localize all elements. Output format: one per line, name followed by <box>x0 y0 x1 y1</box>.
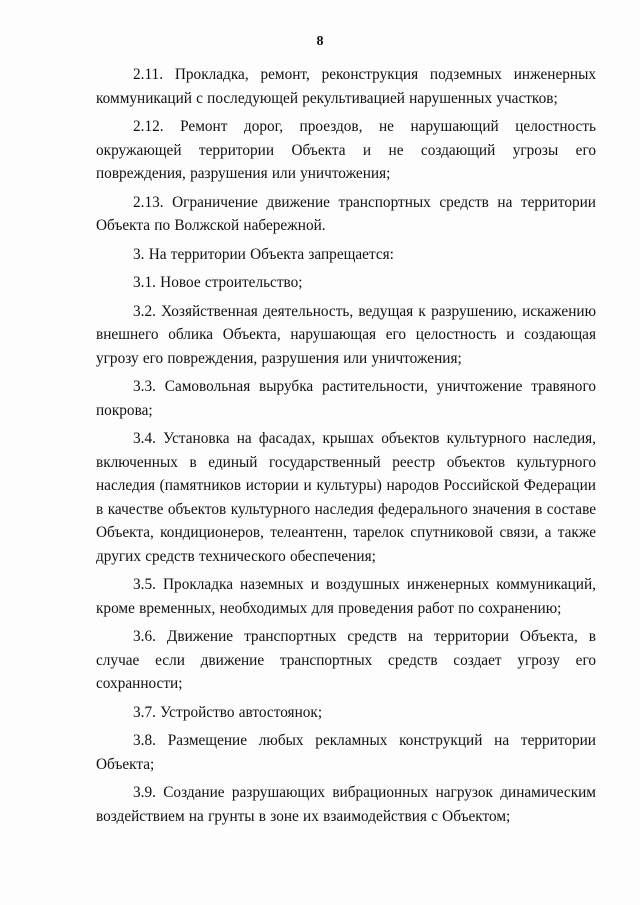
paragraph-3-2: 3.2. Хозяйственная деятельность, ведущая к разрушению, искажению внешнего облика Объекта, нарушающая его целостность и создающая угрозу его повреждения, разрушения или уничтожения; <box>96 302 596 367</box>
paragraph-2-12: 2.12. Ремонт дорог, проездов, не нарушающий целостность окружающей территории Объекта и не создающий угрозы его повреждения, разрушения или уничтожения; <box>96 118 596 182</box>
paragraph-3-7: 3.7. Устройство автостоянок; <box>133 703 323 721</box>
page-number: 8 <box>316 34 324 49</box>
paragraph-3-5: 3.5. Прокладка наземных и воздушных инженерных коммуникаций, кроме временных, необходимых для проведения работ по сохранению; <box>96 576 596 617</box>
paragraph-3-1: 3.1. Новое строительство; <box>133 274 303 291</box>
paragraph-2-11: 2.11. Прокладка, ремонт, реконструкция подземных инженерных коммуникаций с последующей рекультивацией нарушенных участков; <box>96 66 596 107</box>
paragraph-3-6: 3.6. Движение транспортных средств на территории Объекта, в случае если движение транспортных средств создает угрозу его сохранности; <box>96 628 596 692</box>
paragraph-3-4: 3.4. Установка на фасадах, крышах объектов культурного наследия, включенных в единый государственный реестр объектов культурного наследия (памятников истории и культуры) народов Российской Федерации в качестве объектов культурного наследия федерального значения в составе Объекта, кондиционеров, телеантенн, тарелок спутниковой связи, а также других средств технического обеспечения; <box>96 430 596 565</box>
paragraph-2-13: 2.13. Ограничение движение транспортных средств на территории Объекта по Волжской набережной. <box>96 193 596 234</box>
paragraph-3-9: 3.9. Создание разрушающих вибрационных нагрузок динамическим воздействием на грунты в зоне их взаимодействия с Объектом; <box>96 784 596 825</box>
paragraph-3-3: 3.3. Самовольная вырубка растительности, уничтожение травяного покрова; <box>96 378 596 419</box>
document-body <box>96 63 596 833</box>
paragraph-3-8: 3.8. Размещение любых рекламных конструкций на территории Объекта; <box>96 732 596 773</box>
paragraph-3: 3. На территории Объекта запрещается: <box>133 245 394 263</box>
